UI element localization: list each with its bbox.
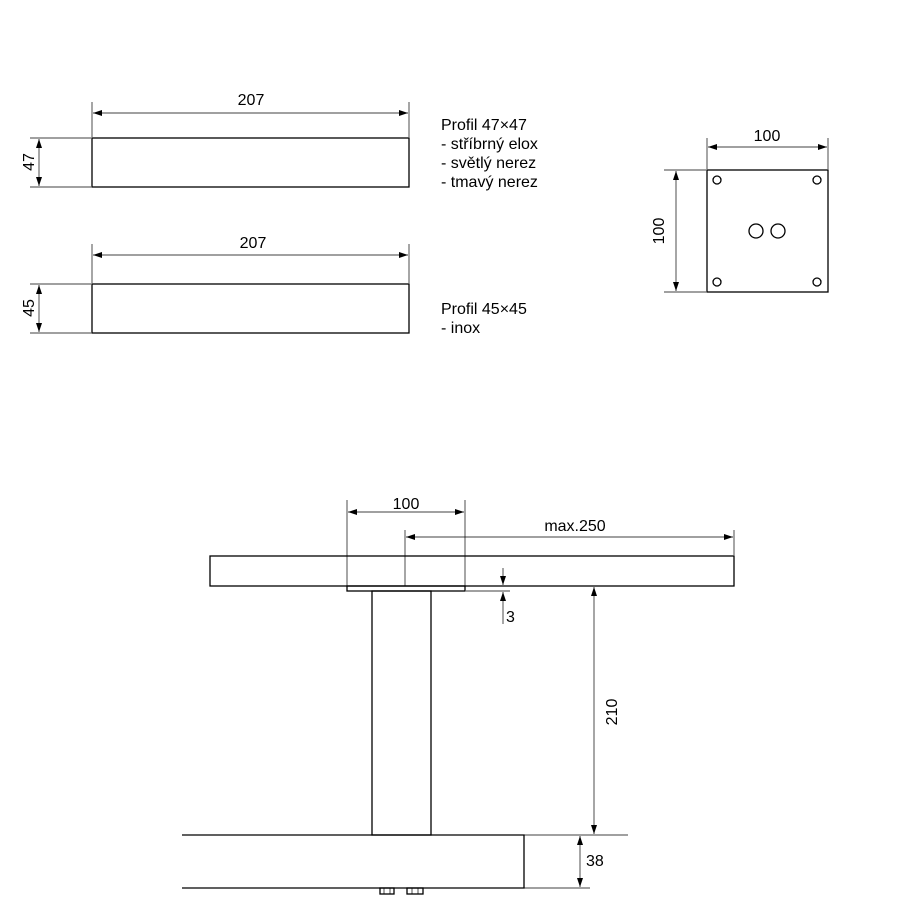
side-base-thickness-label: 38 bbox=[586, 853, 604, 870]
base-plate-width-label: 100 bbox=[753, 128, 781, 145]
profile-45-bar bbox=[92, 284, 409, 333]
mounting-hole-top-left bbox=[713, 176, 721, 184]
profile-47-option: - světlý nerez bbox=[441, 155, 537, 172]
base-bolts bbox=[380, 888, 423, 894]
mounting-hole-top-right bbox=[813, 176, 821, 184]
profile-45-drawing bbox=[21, 235, 409, 333]
profile-47-title: Profil 47×47 bbox=[441, 117, 527, 134]
profile-45-option: - inox bbox=[441, 320, 481, 337]
profile-47-option: - stříbrný elox bbox=[441, 136, 538, 153]
side-view-base bbox=[182, 835, 524, 888]
side-view-arm bbox=[210, 556, 734, 586]
profile-47-note bbox=[441, 116, 538, 192]
side-view bbox=[182, 496, 734, 894]
side-plate-width-label: 100 bbox=[392, 496, 420, 513]
base-plate-top-view bbox=[651, 128, 828, 292]
profile-45-length-label: 207 bbox=[239, 235, 267, 252]
side-view-mounting-plate bbox=[347, 586, 465, 591]
mounting-hole-bottom-right bbox=[813, 278, 821, 286]
mounting-hole-bottom-left bbox=[713, 278, 721, 286]
profile-45-height-label: 45 bbox=[21, 299, 38, 317]
profile-47-length-label: 207 bbox=[237, 92, 265, 109]
profile-47-height-label: 47 bbox=[21, 153, 38, 171]
side-plate-thickness-label: 3 bbox=[506, 609, 515, 626]
profile-45-note bbox=[441, 300, 527, 338]
side-height-label: 210 bbox=[604, 698, 621, 726]
base-plate-height-label: 100 bbox=[651, 217, 668, 245]
base-plate-square bbox=[707, 170, 828, 292]
profile-45-title: Profil 45×45 bbox=[441, 301, 527, 318]
center-hole-right bbox=[771, 224, 785, 238]
profile-47-bar bbox=[92, 138, 409, 187]
profile-47-drawing bbox=[21, 92, 409, 187]
center-hole-left bbox=[749, 224, 763, 238]
side-max-length-label: max.250 bbox=[544, 518, 606, 535]
side-view-post bbox=[372, 591, 431, 835]
profile-47-option: - tmavý nerez bbox=[441, 174, 538, 191]
